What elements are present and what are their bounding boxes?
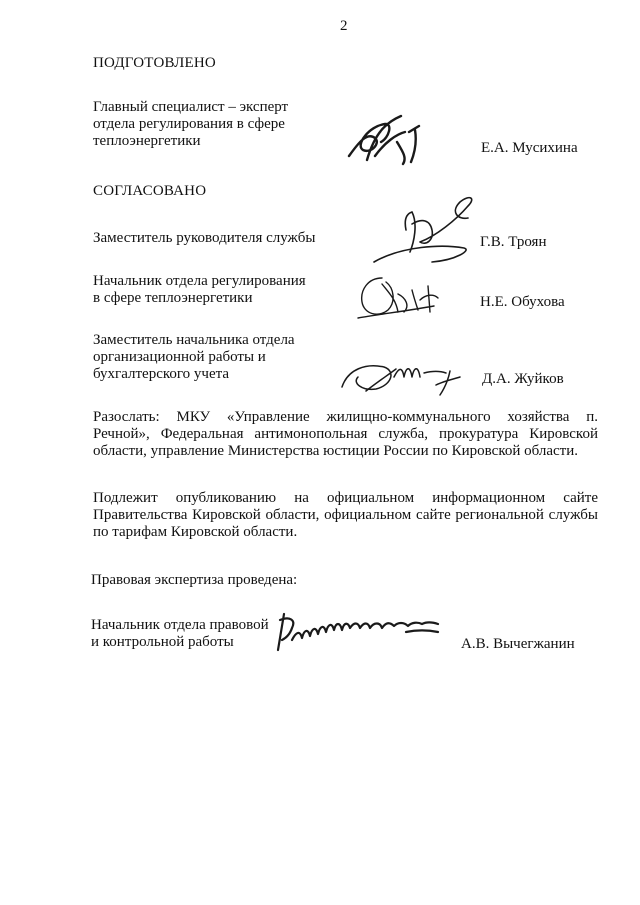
prepared-heading: ПОДГОТОВЛЕНО [93,55,216,71]
publication-line-3: по тарифам Кировской области. [93,524,298,540]
musikhina-signature [345,112,445,170]
distribution-line-2: Речной», Федеральная антимонопольная служба, прокуратура Кировской [93,426,598,442]
distribution-line-3: области, управление Министерства юстиции России по Кировской области. [93,443,579,459]
legal-heading: Правовая экспертиза проведена: [91,572,298,588]
agreed-position-troyan: Заместитель руководителя службы [93,230,316,246]
troyan-signature [372,190,492,270]
vychegzhanin-signature [270,610,445,655]
prepared-position: Главный специалист – эксперт отдела регулирования в сфере теплоэнергетики [93,99,289,149]
agreed-name-troyan: Г.В. Троян [480,234,547,250]
agreed-position-obukhova: Начальник отдела регулирования в сфере теплоэнергетики [93,273,306,306]
agreed-name-zhuikov: Д.А. Жуйков [482,371,564,387]
zhuikov-signature [336,355,476,399]
distribution-line-1: Разослать: МКУ «Управление жилищно-коммунального хозяйства п. [93,409,598,425]
agreed-heading: СОГЛАСОВАНО [93,183,207,199]
publication-paragraph [93,490,598,541]
legal-name: А.В. Вычегжанин [461,636,575,652]
agreed-name-obukhova: Н.Е. Обухова [480,294,565,310]
distribution-paragraph [93,409,598,460]
legal-position: Начальник отдела правовой и контрольной работы [91,617,269,650]
page-number: 2 [340,18,348,34]
agreed-position-zhuikov: Заместитель начальника отдела организационной работы и бухгалтерского учета [93,332,295,382]
publication-line-1: Подлежит опубликованию на официальном информационном сайте [93,490,598,506]
prepared-name: Е.А. Мусихина [481,140,578,156]
obukhova-signature [352,268,452,324]
publication-line-2: Правительства Кировской области, официальном сайте региональной службы [93,507,598,523]
